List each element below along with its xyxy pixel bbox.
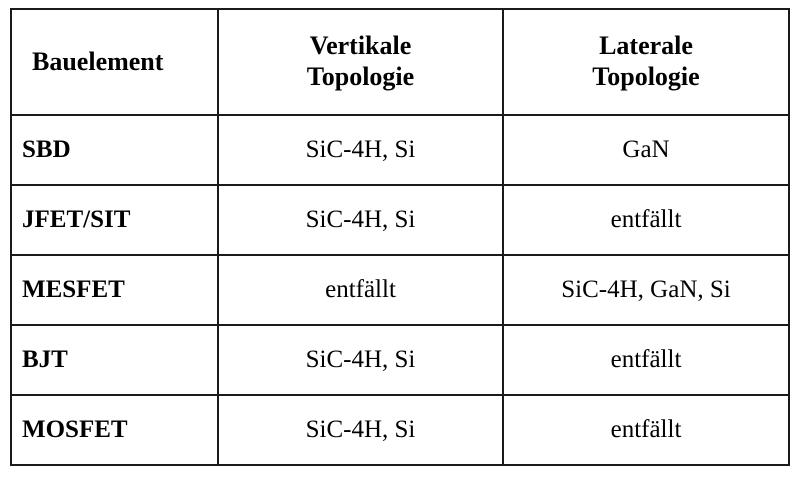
table-row	[11, 255, 789, 325]
cell-bauelement: MOSFET	[11, 395, 218, 465]
cell-bauelement: JFET/SIT	[11, 185, 218, 255]
cell-laterale-topologie: GaN	[503, 115, 789, 185]
cell-laterale-topologie: entfällt	[503, 325, 789, 395]
topology-table	[10, 8, 790, 466]
column-header-laterale-topologie	[503, 9, 789, 115]
cell-vertikale-topologie: entfällt	[218, 255, 503, 325]
column-header-vertikale-line1: Vertikale	[309, 31, 412, 61]
column-header-bauelement: Bauelement	[11, 9, 218, 115]
table-header-row	[11, 9, 789, 115]
cell-vertikale-topologie: SiC-4H, Si	[218, 395, 503, 465]
table-row	[11, 325, 789, 395]
cell-vertikale-topologie: SiC-4H, Si	[218, 115, 503, 185]
column-header-laterale-line1: Laterale	[599, 31, 693, 61]
cell-bauelement: MESFET	[11, 255, 218, 325]
column-header-vertikale-topologie	[218, 9, 503, 115]
cell-vertikale-topologie: SiC-4H, Si	[218, 185, 503, 255]
table-row	[11, 115, 789, 185]
cell-bauelement: BJT	[11, 325, 218, 395]
column-header-laterale-line2: Topologie	[592, 62, 700, 91]
cell-vertikale-topologie: SiC-4H, Si	[218, 325, 503, 395]
cell-laterale-topologie: entfällt	[503, 395, 789, 465]
cell-bauelement: SBD	[11, 115, 218, 185]
table-row	[11, 395, 789, 465]
table-row	[11, 185, 789, 255]
cell-laterale-topologie: entfällt	[503, 185, 789, 255]
column-header-vertikale-line2: Topologie	[306, 62, 415, 91]
cell-laterale-topologie: SiC-4H, GaN, Si	[503, 255, 789, 325]
